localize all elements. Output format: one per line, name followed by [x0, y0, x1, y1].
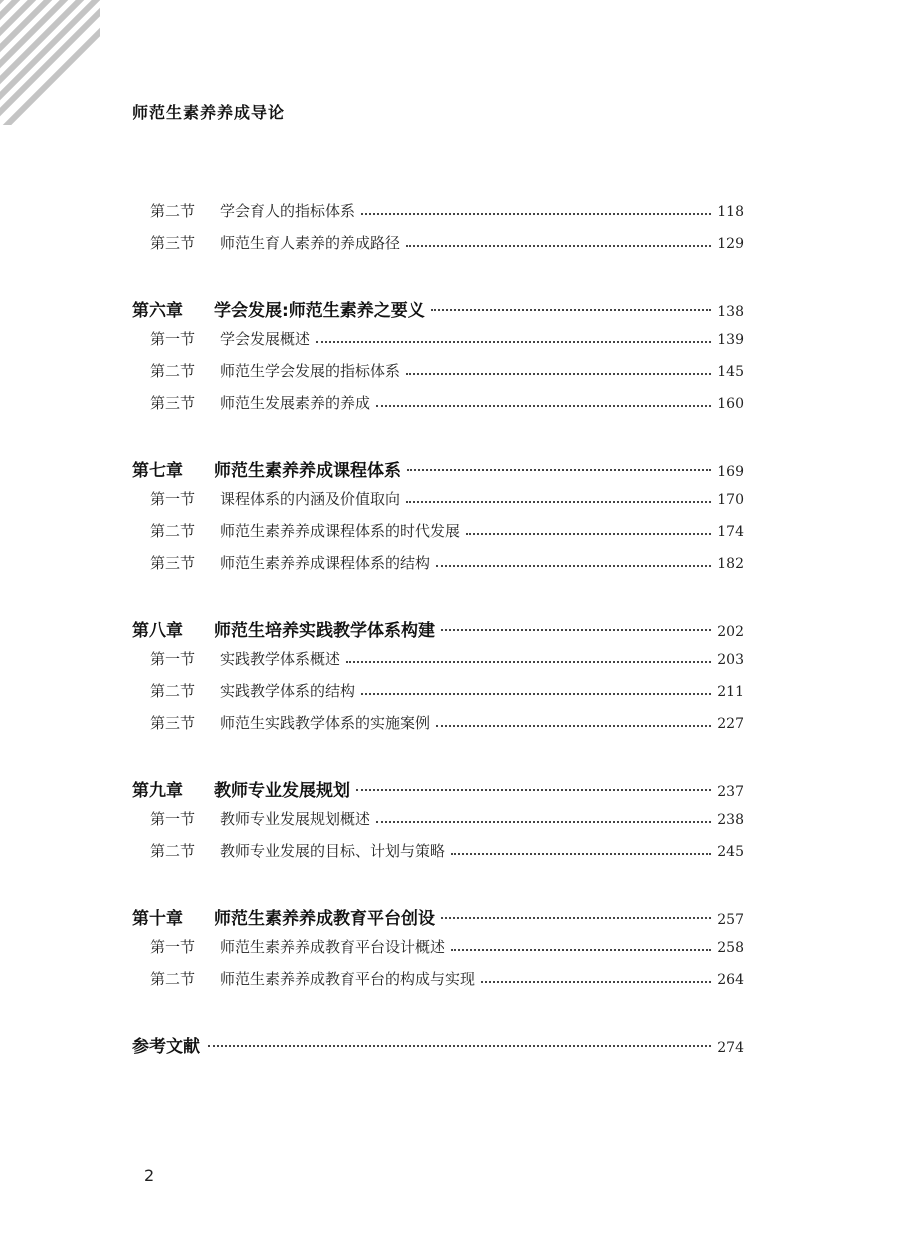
toc-page-number: 238 — [717, 812, 744, 828]
toc-section-title: 学会发展概述 — [220, 330, 311, 348]
toc-chapter-title: 学会发展:师范生素养之要义 — [214, 301, 425, 321]
toc-chapter-title: 师范生素养养成教育平台创设 — [214, 909, 435, 929]
toc-section[interactable] — [150, 648, 744, 672]
toc-section[interactable] — [150, 328, 744, 352]
toc-references-label: 参考文献 — [132, 1037, 200, 1057]
toc-leader-dots — [431, 309, 711, 311]
toc-chapter-number: 第六章 — [132, 301, 183, 321]
toc-page-number: 169 — [717, 464, 744, 480]
toc-leader-dots — [406, 501, 711, 503]
toc-section-number: 第二节 — [150, 842, 196, 860]
toc-chapter[interactable] — [132, 296, 744, 320]
toc-leader-dots — [441, 917, 711, 919]
toc-section-title: 课程体系的内涵及价值取向 — [220, 490, 401, 508]
toc-page-number: 160 — [717, 396, 744, 412]
toc-page-number: 227 — [717, 716, 744, 732]
toc-leader-dots — [451, 853, 711, 855]
toc-section[interactable] — [150, 360, 744, 384]
toc-section[interactable] — [150, 488, 744, 512]
toc-chapter[interactable] — [132, 456, 744, 480]
toc-page-number: 138 — [717, 304, 744, 320]
toc-section[interactable] — [150, 520, 744, 544]
toc-page-number: 145 — [717, 364, 744, 380]
toc-leader-dots — [466, 533, 711, 535]
toc-section-number: 第三节 — [150, 394, 196, 412]
toc-chapter-title: 师范生素养养成课程体系 — [214, 461, 401, 481]
toc-section-number: 第一节 — [150, 330, 196, 348]
toc-leader-dots — [451, 949, 711, 951]
corner-stripes-decoration — [0, 0, 100, 125]
toc-section[interactable] — [150, 936, 744, 960]
toc-section-number: 第一节 — [150, 490, 196, 508]
toc-leader-dots — [441, 629, 711, 631]
toc-page-number: 203 — [717, 652, 744, 668]
toc-section[interactable] — [150, 392, 744, 416]
toc-page-number: 274 — [717, 1040, 744, 1056]
toc-section-number: 第二节 — [150, 522, 196, 540]
toc-section-title: 师范生学会发展的指标体系 — [220, 362, 401, 380]
toc-section-number: 第三节 — [150, 234, 196, 252]
toc-page-number: 245 — [717, 844, 744, 860]
toc-leader-dots — [316, 341, 711, 343]
toc-page-number: 258 — [717, 940, 744, 956]
toc-chapter-number: 第十章 — [132, 909, 183, 929]
toc-section-number: 第一节 — [150, 810, 196, 828]
toc-section-title: 师范生发展素养的养成 — [220, 394, 371, 412]
toc-chapter[interactable] — [132, 904, 744, 928]
toc-section[interactable] — [150, 840, 744, 864]
toc-section-title: 实践教学体系概述 — [220, 650, 341, 668]
toc-page-number: 174 — [717, 524, 744, 540]
toc-section-title: 师范生实践教学体系的实施案例 — [220, 714, 431, 732]
toc-chapter[interactable] — [132, 616, 744, 640]
toc-leader-dots — [361, 213, 711, 215]
toc-leader-dots — [481, 981, 711, 983]
toc-section-title: 师范生育人素养的养成路径 — [220, 234, 401, 252]
toc-section[interactable] — [150, 712, 744, 736]
toc-section-title: 学会育人的指标体系 — [220, 202, 356, 220]
toc-chapter-title: 教师专业发展规划 — [214, 781, 350, 801]
toc-section[interactable] — [150, 232, 744, 256]
toc-section[interactable] — [150, 552, 744, 576]
toc-section-title: 师范生素养养成课程体系的结构 — [220, 554, 431, 572]
toc-page-number: 118 — [717, 204, 744, 220]
toc-leader-dots — [376, 405, 711, 407]
toc-leader-dots — [376, 821, 711, 823]
toc-page-number: 170 — [717, 492, 744, 508]
toc-page-number: 211 — [717, 684, 744, 700]
page-number: 2 — [144, 1166, 155, 1185]
toc-chapter-number: 第八章 — [132, 621, 183, 641]
toc-section-title: 教师专业发展的目标、计划与策略 — [220, 842, 446, 860]
toc-section-number: 第一节 — [150, 650, 196, 668]
toc-leader-dots — [346, 661, 711, 663]
toc-section-title: 教师专业发展规划概述 — [220, 810, 371, 828]
toc-leader-dots — [356, 789, 711, 791]
toc-leader-dots — [406, 373, 711, 375]
toc-section-title: 实践教学体系的结构 — [220, 682, 356, 700]
toc-section-title: 师范生素养养成课程体系的时代发展 — [220, 522, 461, 540]
toc-section-number: 第二节 — [150, 202, 196, 220]
toc-section-number: 第二节 — [150, 362, 196, 380]
running-head: 师范生素养养成导论 — [132, 103, 286, 122]
toc-section[interactable] — [150, 808, 744, 832]
toc-page-number: 257 — [717, 912, 744, 928]
toc-chapter[interactable] — [132, 776, 744, 800]
toc-page-number: 202 — [717, 624, 744, 640]
toc-section-number: 第二节 — [150, 682, 196, 700]
toc-page-number: 182 — [717, 556, 744, 572]
toc-section[interactable] — [150, 680, 744, 704]
toc-leader-dots — [361, 693, 711, 695]
toc-chapter-number: 第九章 — [132, 781, 183, 801]
toc-section[interactable] — [150, 968, 744, 992]
toc-leader-dots — [436, 725, 711, 727]
toc-section-number: 第一节 — [150, 938, 196, 956]
toc-chapter-title: 师范生培养实践教学体系构建 — [214, 621, 435, 641]
toc-section[interactable] — [150, 200, 744, 224]
toc-section-title: 师范生素养养成教育平台设计概述 — [220, 938, 446, 956]
toc-page-number: 129 — [717, 236, 744, 252]
toc-page-number: 264 — [717, 972, 744, 988]
toc-references[interactable] — [132, 1032, 744, 1056]
toc-section-number: 第二节 — [150, 970, 196, 988]
toc-chapter-number: 第七章 — [132, 461, 183, 481]
toc-leader-dots — [406, 245, 711, 247]
toc-page-number: 237 — [717, 784, 744, 800]
toc-leader-dots — [208, 1045, 711, 1047]
toc-leader-dots — [407, 469, 711, 471]
toc-section-number: 第三节 — [150, 714, 196, 732]
toc-section-number: 第三节 — [150, 554, 196, 572]
toc-section-title: 师范生素养养成教育平台的构成与实现 — [220, 970, 476, 988]
toc-leader-dots — [436, 565, 711, 567]
toc-page-number: 139 — [717, 332, 744, 348]
